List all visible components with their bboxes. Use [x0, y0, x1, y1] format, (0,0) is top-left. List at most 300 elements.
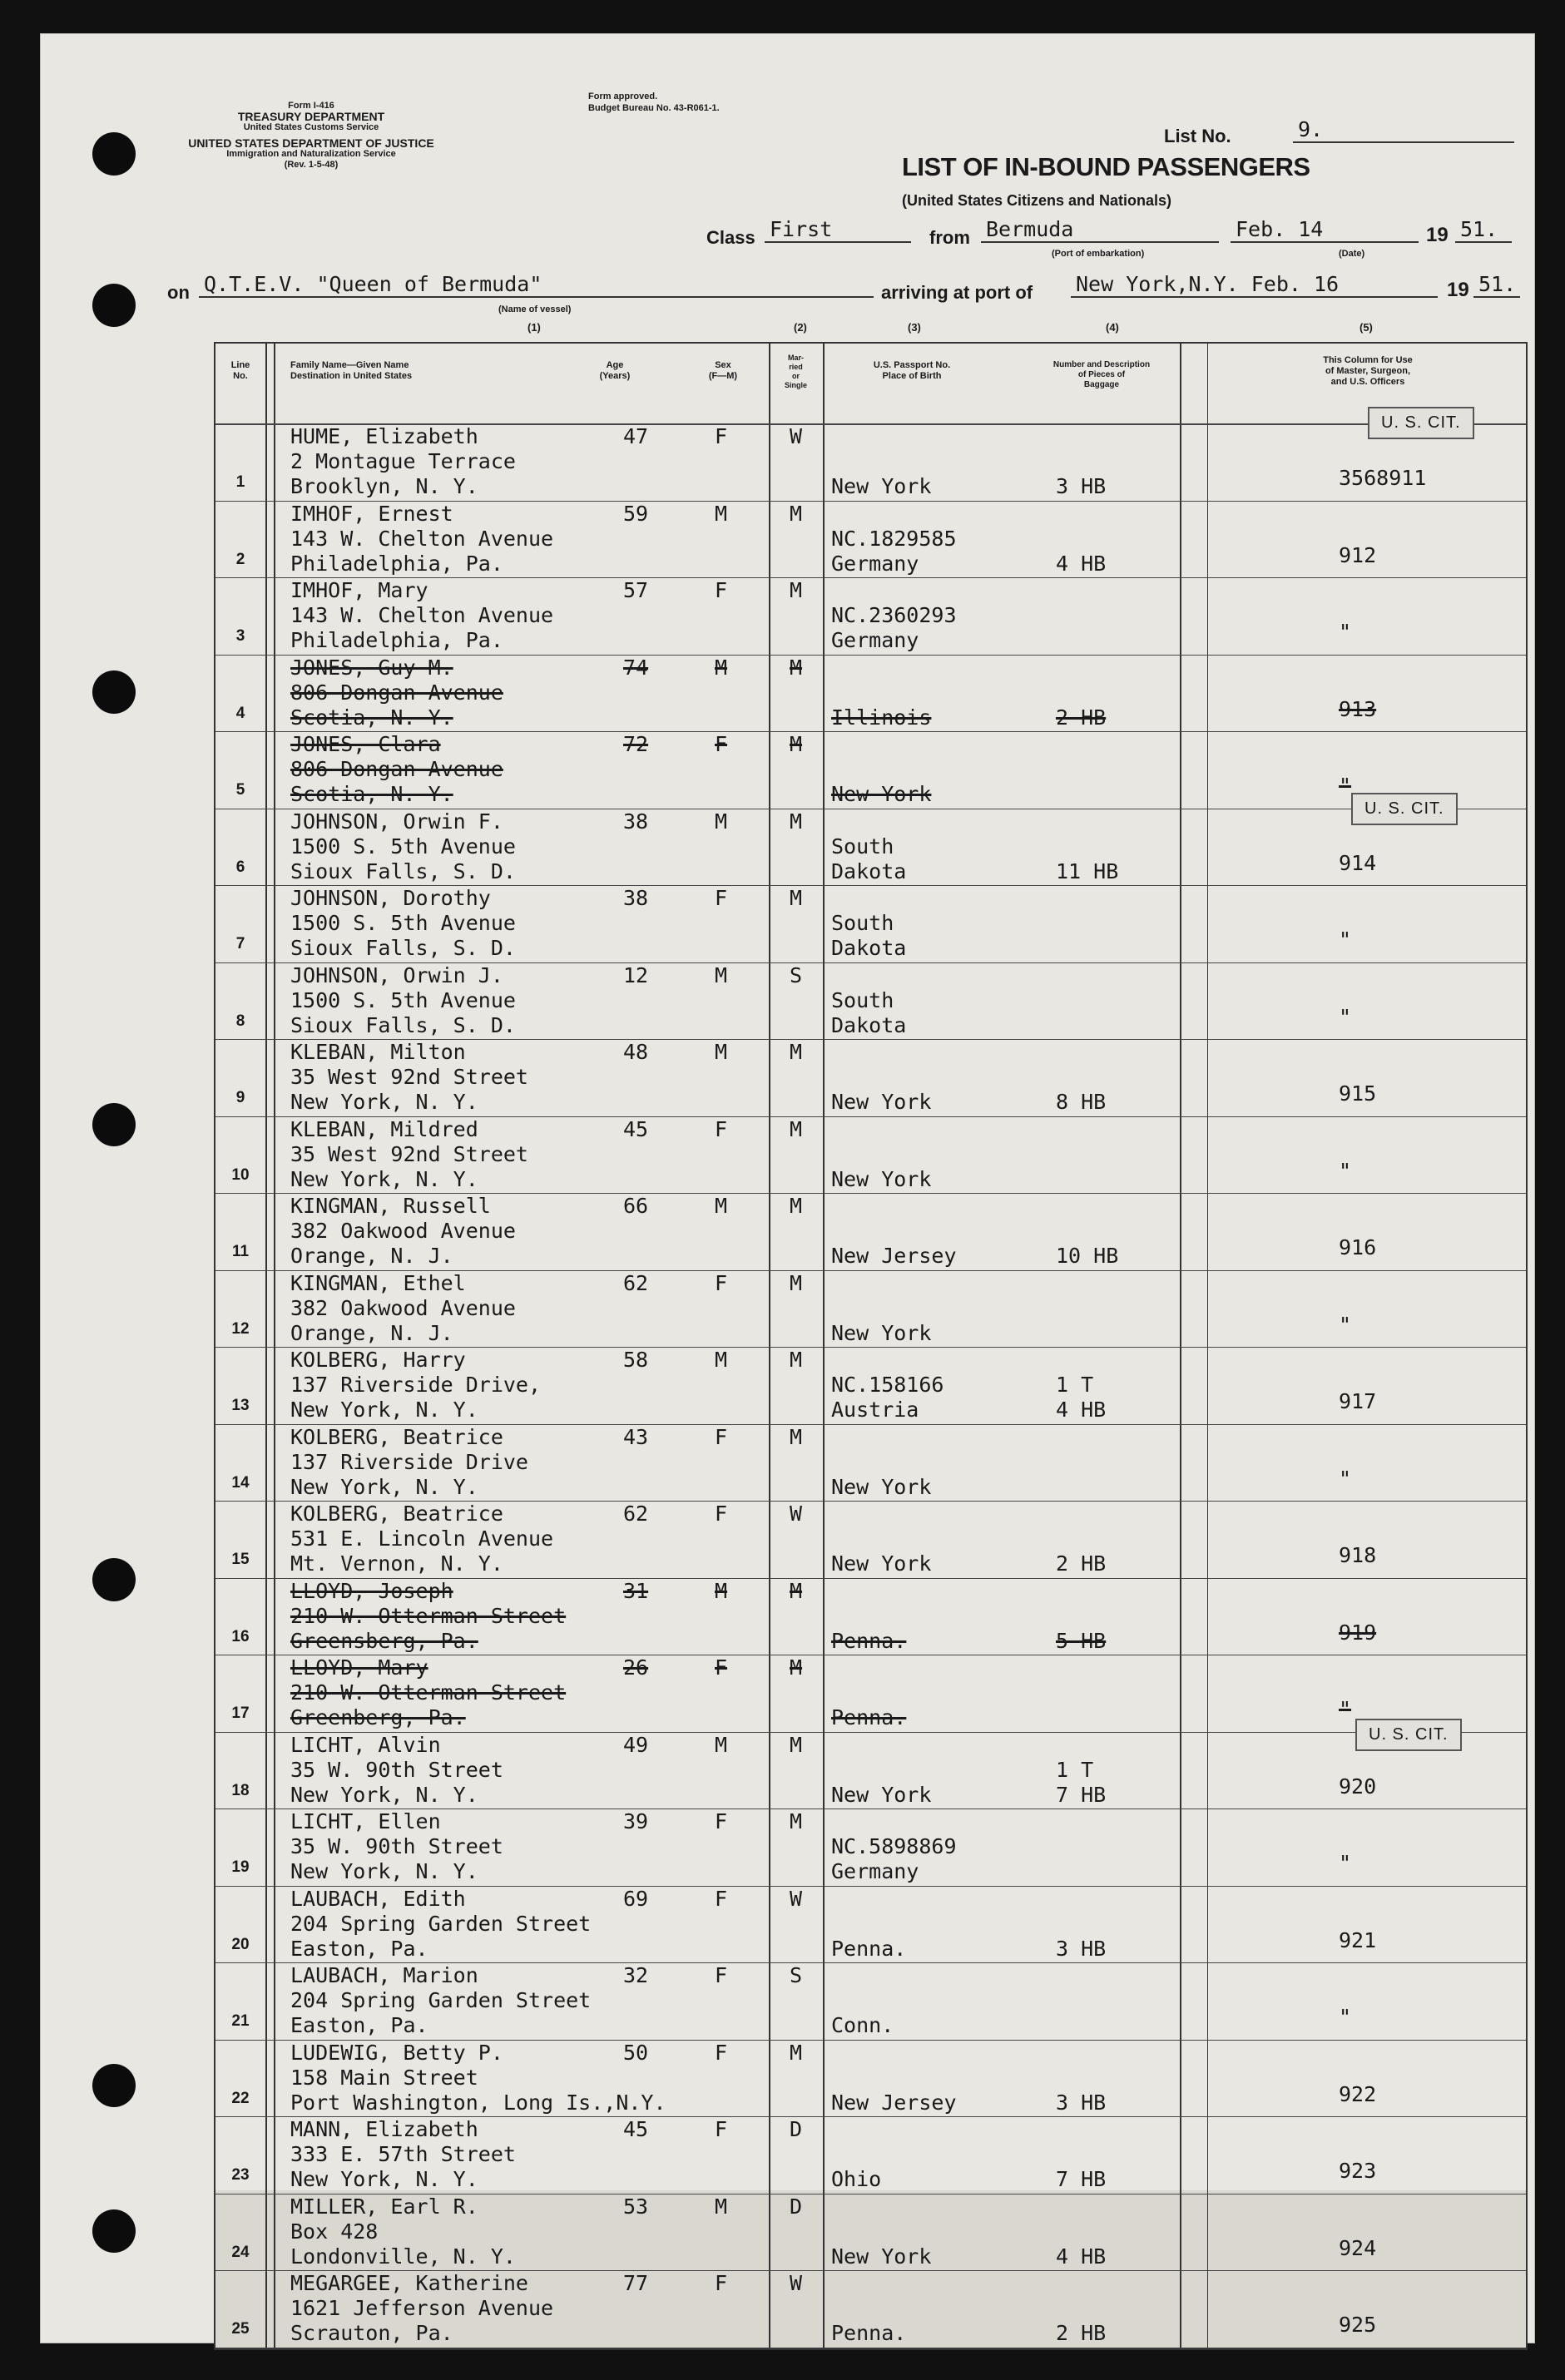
address-line-1: 806 Dongan Avenue	[290, 757, 503, 781]
marital-status: M	[790, 1040, 803, 1064]
customs-service: United States Customs Service	[243, 122, 379, 132]
passenger-name: JONES, Clara	[290, 732, 441, 756]
table-row	[215, 1039, 1526, 1116]
citizen-stamp: U. S. CIT.	[1351, 793, 1458, 825]
line-number: 5	[235, 781, 245, 799]
officer-number: "	[1339, 928, 1352, 952]
address-line-2: Scotia, N. Y.	[290, 782, 453, 806]
line-number: 8	[235, 1012, 245, 1030]
baggage-hand: 3 HB	[1056, 2090, 1107, 2115]
line-number: 18	[231, 1781, 250, 1799]
marital-status: M	[790, 1424, 803, 1449]
address-line-2: Orange, N. J.	[290, 1244, 453, 1268]
officer-number: "	[1339, 1466, 1352, 1491]
place-of-birth: New York	[831, 1474, 932, 1499]
baggage-hand: 7 HB	[1056, 1782, 1107, 1807]
line-number: 21	[231, 2012, 250, 2030]
place-of-birth: Penna.	[831, 2321, 907, 2345]
table-row	[215, 1270, 1526, 1347]
baggage-hand: 2 HB	[1056, 1551, 1107, 1576]
baggage-hand: 4 HB	[1056, 2244, 1107, 2269]
passenger-name: LLOYD, Mary	[290, 1655, 428, 1680]
table-row	[215, 2270, 1526, 2347]
marital-status: M	[790, 1732, 803, 1757]
vessel-caption: (Name of vessel)	[498, 304, 572, 314]
punch-hole	[92, 670, 136, 714]
sex: M	[715, 962, 728, 987]
sex: M	[715, 1348, 728, 1372]
address-line-1: 158 Main Street	[290, 2065, 478, 2090]
address-line-2: New York, N. Y.	[290, 1859, 478, 1883]
age: 48	[623, 1040, 649, 1064]
passport-number: NC.5898869	[831, 1834, 957, 1858]
header-age: Age (Years)	[599, 360, 631, 381]
table-row	[215, 1424, 1526, 1501]
line-number: 24	[231, 2243, 250, 2261]
sex: F	[715, 1116, 728, 1141]
address-line-2: Easton, Pa.	[290, 1936, 428, 1961]
punch-hole	[92, 284, 136, 327]
marital-status: S	[790, 1963, 803, 1987]
sex: F	[715, 424, 728, 448]
marital-status: M	[790, 1809, 803, 1833]
officer-number: "	[1339, 774, 1352, 798]
address-line-2: Philadelphia, Pa.	[290, 551, 503, 576]
place-of-birth: New Jersey	[831, 2090, 957, 2115]
agency-header	[174, 101, 448, 171]
baggage-hand: 10 HB	[1056, 1244, 1119, 1268]
age: 49	[623, 1732, 649, 1757]
table-row	[215, 501, 1526, 577]
age: 62	[623, 1502, 649, 1526]
marital-status: M	[790, 1655, 803, 1680]
table-row	[215, 2194, 1526, 2270]
marital-status: D	[790, 2194, 803, 2219]
baggage-hand: 4 HB	[1056, 551, 1107, 576]
address-line-1: 137 Riverside Drive,	[290, 1373, 542, 1397]
passenger-name: LLOYD, Joseph	[290, 1578, 453, 1603]
sex: F	[715, 1655, 728, 1680]
passenger-name: KINGMAN, Ethel	[290, 1270, 466, 1295]
age: 53	[623, 2194, 649, 2219]
sex: M	[715, 2194, 728, 2219]
header-sex: Sex (F—M)	[708, 360, 738, 381]
address-line-2: Sioux Falls, S. D.	[290, 936, 516, 960]
age: 66	[623, 1194, 649, 1218]
officer-number: "	[1339, 620, 1352, 644]
place-of-birth: New York	[831, 1166, 932, 1191]
officer-number: "	[1339, 1004, 1352, 1029]
column-number-2: (2)	[794, 321, 807, 334]
place-of-birth: New York	[831, 1782, 932, 1807]
address-line-1: Box 428	[290, 2219, 379, 2244]
table-row	[215, 1809, 1526, 1885]
line-number: 12	[231, 1319, 250, 1338]
passenger-name: IMHOF, Ernest	[290, 501, 453, 526]
baggage-trunks: 1 T	[1056, 1757, 1094, 1782]
address-line-2: Greenberg, Pa.	[290, 1705, 466, 1729]
officer-number: 912	[1339, 542, 1377, 567]
table-row	[215, 809, 1526, 885]
class-label: Class	[706, 227, 755, 248]
address-line-1: 210 W. Otterman Street	[290, 1680, 567, 1705]
table-row	[215, 655, 1526, 731]
sex: M	[715, 1732, 728, 1757]
place-of-birth: Germany	[831, 551, 919, 576]
line-number: 15	[231, 1551, 250, 1568]
line-number: 17	[231, 1705, 250, 1722]
address-line-1: 137 Riverside Drive	[290, 1449, 528, 1474]
officer-number: "	[1339, 1697, 1352, 1721]
sex: F	[715, 1270, 728, 1295]
passenger-table	[214, 342, 1528, 2350]
passenger-name: KINGMAN, Russell	[290, 1194, 491, 1218]
sex: F	[715, 1424, 728, 1449]
officer-number: 925	[1339, 2313, 1377, 2337]
officer-number: 914	[1339, 850, 1377, 875]
marital-status: W	[790, 1886, 803, 1911]
address-line-1: 806 Dongan Avenue	[290, 680, 503, 705]
address-line-1: 1621 Jefferson Avenue	[290, 2296, 554, 2320]
arrival-year: 51.	[1473, 272, 1520, 298]
sex: F	[715, 2040, 728, 2065]
baggage-hand: 7 HB	[1056, 2167, 1107, 2191]
column-number-4: (4)	[1106, 321, 1119, 334]
sex: F	[715, 886, 728, 910]
age: 12	[623, 962, 649, 987]
treasury-department: TREASURY DEPARTMENT	[237, 110, 385, 123]
marital-status: M	[790, 1116, 803, 1141]
officer-number: 922	[1339, 2081, 1377, 2106]
address-line-1: 1500 S. 5th Avenue	[290, 911, 516, 935]
punch-hole	[92, 1103, 136, 1146]
manifest-page	[40, 33, 1535, 2343]
passenger-class: First	[765, 217, 911, 243]
place-of-birth: New York	[831, 1551, 932, 1576]
passenger-name: KLEBAN, Milton	[290, 1040, 466, 1064]
table-row	[215, 1886, 1526, 1962]
place-of-birth: Dakota	[831, 1012, 907, 1037]
address-line-2: New York, N. Y.	[290, 1090, 478, 1114]
baggage-hand: 3 HB	[1056, 474, 1107, 498]
passenger-name: JONES, Guy M.	[290, 655, 453, 680]
line-number: 16	[231, 1627, 250, 1645]
sex: F	[715, 2271, 728, 2295]
vessel-name: Q.T.E.V. "Queen of Bermuda"	[199, 272, 874, 298]
age: 59	[623, 501, 649, 526]
address-line-2: Easton, Pa.	[290, 2013, 428, 2037]
officer-number: "	[1339, 2005, 1352, 2029]
address-line-2: Greensberg, Pa.	[290, 1628, 478, 1653]
address-line-2: New York, N. Y.	[290, 1474, 478, 1499]
place-of-birth: New Jersey	[831, 1244, 957, 1268]
table-row	[215, 962, 1526, 1039]
address-line-1: 204 Spring Garden Street	[290, 1911, 592, 1936]
sex: M	[715, 1040, 728, 1064]
marital-status: M	[790, 1270, 803, 1295]
sex: F	[715, 1886, 728, 1911]
passenger-name: JOHNSON, Orwin J.	[290, 962, 503, 987]
baggage-hand: 2 HB	[1056, 705, 1107, 730]
passenger-name: LICHT, Alvin	[290, 1732, 441, 1757]
baggage-hand: 8 HB	[1056, 1090, 1107, 1114]
marital-status: M	[790, 655, 803, 680]
passenger-name: MANN, Elizabeth	[290, 2117, 478, 2141]
table-row	[215, 1193, 1526, 1269]
passport-number: South	[831, 911, 894, 935]
address-line-1: 210 W. Otterman Street	[290, 1603, 567, 1628]
header-married: Mar- ried or Single	[784, 354, 807, 389]
punch-hole	[92, 2209, 136, 2253]
line-number: 22	[231, 2089, 250, 2107]
address-line-2: New York, N. Y.	[290, 1782, 478, 1807]
place-of-birth: Germany	[831, 628, 919, 652]
officer-number: 921	[1339, 1927, 1377, 1952]
address-line-1: 204 Spring Garden Street	[290, 1988, 592, 2012]
place-of-birth: New York	[831, 2244, 932, 2269]
officer-number: 917	[1339, 1389, 1377, 1413]
port-of-embarkation: Bermuda	[981, 217, 1219, 243]
place-of-birth: Germany	[831, 1859, 919, 1883]
address-line-1: 35 West 92nd Street	[290, 1141, 528, 1166]
age: 57	[623, 578, 649, 602]
sex: F	[715, 1502, 728, 1526]
sex: F	[715, 1809, 728, 1833]
citizen-stamp: U. S. CIT.	[1355, 1719, 1462, 1751]
marital-status: M	[790, 1194, 803, 1218]
header-passport: U.S. Passport No. Place of Birth	[873, 360, 951, 381]
officer-number: 916	[1339, 1235, 1377, 1259]
place-of-birth: New York	[831, 1090, 932, 1114]
place-of-birth: New York	[831, 474, 932, 498]
marital-status: M	[790, 1578, 803, 1603]
officer-number: 923	[1339, 2159, 1377, 2183]
on-label: on	[167, 282, 190, 303]
passenger-name: LAUBACH, Edith	[290, 1886, 466, 1911]
passenger-name: KOLBERG, Beatrice	[290, 1424, 503, 1449]
address-line-2: Brooklyn, N. Y.	[290, 474, 478, 498]
age: 50	[623, 2040, 649, 2065]
header-baggage: Number and Description of Pieces of Baggage	[1052, 360, 1151, 389]
table-row	[215, 2116, 1526, 2193]
form-title: LIST OF IN-BOUND PASSENGERS	[902, 152, 1310, 181]
marital-status: M	[790, 501, 803, 526]
place-of-birth: Illinois	[831, 705, 932, 730]
arrival-port-date: New York,N.Y. Feb. 16	[1071, 272, 1438, 298]
place-of-birth: Ohio	[831, 2167, 882, 2191]
form-number: Form I-416	[288, 101, 334, 111]
sex: M	[715, 809, 728, 834]
table-row	[215, 1655, 1526, 1731]
age: 38	[623, 809, 649, 834]
passenger-name: MEGARGEE, Katherine	[290, 2271, 528, 2295]
address-line-1: 531 E. Lincoln Avenue	[290, 1526, 554, 1551]
passport-number: South	[831, 834, 894, 858]
header-officers: This Column for Use of Master, Surgeon, and U.S. Officers	[1323, 355, 1413, 387]
address-line-1: 2 Montague Terrace	[290, 449, 516, 473]
departure-date: Feb. 14	[1231, 217, 1419, 243]
line-number: 11	[231, 1243, 250, 1260]
table-row	[215, 731, 1526, 808]
line-number: 3	[235, 627, 245, 645]
address-line-2: Scotia, N. Y.	[290, 705, 453, 730]
table-row	[215, 423, 1526, 500]
marital-status: M	[790, 732, 803, 756]
address-line-1: 35 W. 90th Street	[290, 1757, 503, 1782]
passenger-name: LAUBACH, Marion	[290, 1963, 478, 1987]
place-of-birth: Austria	[831, 1398, 919, 1422]
line-number: 25	[231, 2320, 250, 2338]
baggage-hand: 2 HB	[1056, 2321, 1107, 2345]
officer-number: "	[1339, 1851, 1352, 1875]
place-of-birth: Conn.	[831, 2013, 894, 2037]
form-approval: Form approved. Budget Bureau No. 43-R061-1.	[588, 92, 720, 113]
justice-department: UNITED STATES DEPARTMENT OF JUSTICE	[188, 136, 434, 150]
address-line-1: 143 W. Chelton Avenue	[290, 603, 554, 627]
line-number: 7	[235, 935, 245, 952]
place-of-birth: New York	[831, 782, 932, 806]
place-of-birth: Dakota	[831, 936, 907, 960]
line-number: 20	[231, 1935, 250, 1953]
officer-number: 915	[1339, 1081, 1377, 1106]
age: 39	[623, 1809, 649, 1833]
arriving-label: arriving at port of	[881, 282, 1033, 303]
port-caption: (Port of embarkation)	[1052, 249, 1145, 259]
punch-hole	[92, 1558, 136, 1601]
passenger-name: LUDEWIG, Betty P.	[290, 2040, 503, 2065]
address-line-2: Port Washington, Long Is.,N.Y.	[290, 2090, 666, 2115]
address-line-1: 333 E. 57th Street	[290, 2142, 516, 2166]
form-subtitle: (United States Citizens and Nationals)	[902, 192, 1172, 209]
marital-status: D	[790, 2117, 803, 2141]
marital-status: M	[790, 886, 803, 910]
citizen-stamp: U. S. CIT.	[1368, 407, 1474, 439]
address-line-1: 35 West 92nd Street	[290, 1065, 528, 1089]
address-line-2: Scrauton, Pa.	[290, 2321, 453, 2345]
baggage-trunks: 1 T	[1056, 1373, 1094, 1397]
revision-date: (Rev. 1-5-48)	[284, 160, 339, 170]
column-number-5: (5)	[1359, 321, 1373, 334]
passenger-name: JOHNSON, Dorothy	[290, 886, 491, 910]
address-line-1: 35 W. 90th Street	[290, 1834, 503, 1858]
passenger-name: KLEBAN, Mildred	[290, 1116, 478, 1141]
passenger-name: HUME, Elizabeth	[290, 424, 478, 448]
officer-number: 919	[1339, 1620, 1377, 1645]
departure-year: 51.	[1455, 217, 1512, 243]
address-line-2: Mt. Vernon, N. Y.	[290, 1551, 503, 1576]
line-number: 10	[231, 1165, 250, 1184]
line-number: 13	[231, 1397, 250, 1414]
address-line-2: Orange, N. J.	[290, 1320, 453, 1345]
sex: M	[715, 1194, 728, 1218]
punch-hole	[92, 132, 136, 176]
header-line-no: Line No.	[230, 360, 250, 381]
line-number: 6	[235, 858, 245, 876]
arrival-year-prefix: 19	[1447, 279, 1469, 301]
passport-number: NC.1829585	[831, 526, 957, 551]
age: 69	[623, 1886, 649, 1911]
address-line-1: 382 Oakwood Avenue	[290, 1295, 516, 1320]
column-number-3: (3)	[908, 321, 921, 334]
officer-number: 920	[1339, 1774, 1377, 1799]
baggage-hand: 4 HB	[1056, 1398, 1107, 1422]
table-row	[215, 1732, 1526, 1809]
marital-status: W	[790, 1502, 803, 1526]
marital-status: M	[790, 1348, 803, 1372]
marital-status: M	[790, 809, 803, 834]
age: 43	[623, 1424, 649, 1449]
address-line-2: Sioux Falls, S. D.	[290, 858, 516, 883]
table-row	[215, 1116, 1526, 1193]
punch-hole	[92, 2064, 136, 2107]
list-number: 9.	[1293, 117, 1514, 143]
place-of-birth: Penna.	[831, 1628, 907, 1653]
age: 32	[623, 1963, 649, 1987]
baggage-hand: 3 HB	[1056, 1936, 1107, 1961]
address-line-2: New York, N. Y.	[290, 1166, 478, 1191]
table-row	[215, 577, 1526, 654]
passenger-name: KOLBERG, Beatrice	[290, 1502, 503, 1526]
place-of-birth: Penna.	[831, 1705, 907, 1729]
sex: F	[715, 578, 728, 602]
line-number: 19	[231, 1858, 250, 1876]
address-line-1: 1500 S. 5th Avenue	[290, 987, 516, 1012]
passenger-name: MILLER, Earl R.	[290, 2194, 478, 2219]
table-row	[215, 1962, 1526, 2039]
table-row	[215, 1347, 1526, 1423]
officer-number: 3568911	[1339, 466, 1427, 490]
line-number: 2	[235, 550, 245, 568]
sex: M	[715, 501, 728, 526]
age: 74	[623, 655, 649, 680]
date-caption: (Date)	[1339, 249, 1365, 259]
officer-number: 913	[1339, 696, 1377, 721]
address-line-1: 382 Oakwood Avenue	[290, 1219, 516, 1243]
line-number: 9	[235, 1089, 245, 1106]
line-number: 4	[235, 704, 245, 722]
passport-number: South	[831, 987, 894, 1012]
sex: M	[715, 655, 728, 680]
address-line-1: 143 W. Chelton Avenue	[290, 526, 554, 551]
officer-number: 924	[1339, 2235, 1377, 2260]
age: 77	[623, 2271, 649, 2295]
line-number: 14	[231, 1473, 250, 1492]
line-number: 23	[231, 2166, 250, 2184]
immigration-service: Immigration and Naturalization Service	[226, 149, 396, 159]
address-line-1: 1500 S. 5th Avenue	[290, 834, 516, 858]
passenger-name: IMHOF, Mary	[290, 578, 428, 602]
address-line-2: New York, N. Y.	[290, 2167, 478, 2191]
sex: F	[715, 732, 728, 756]
place-of-birth: Dakota	[831, 858, 907, 883]
table-row	[215, 1578, 1526, 1655]
table-row	[215, 885, 1526, 962]
passport-number: NC.2360293	[831, 603, 957, 627]
marital-status: W	[790, 424, 803, 448]
passenger-name: KOLBERG, Harry	[290, 1348, 466, 1372]
marital-status: M	[790, 578, 803, 602]
officer-number: "	[1339, 1312, 1352, 1337]
address-line-2: Philadelphia, Pa.	[290, 628, 503, 652]
place-of-birth: New York	[831, 1320, 932, 1345]
age: 45	[623, 2117, 649, 2141]
officer-number: "	[1339, 1158, 1352, 1183]
header-name: Family Name—Given Name Destination in United States	[290, 360, 413, 381]
marital-status: S	[790, 962, 803, 987]
address-line-2: Londonville, N. Y.	[290, 2244, 516, 2269]
passenger-name: JOHNSON, Orwin F.	[290, 809, 503, 834]
sex: M	[715, 1578, 728, 1603]
